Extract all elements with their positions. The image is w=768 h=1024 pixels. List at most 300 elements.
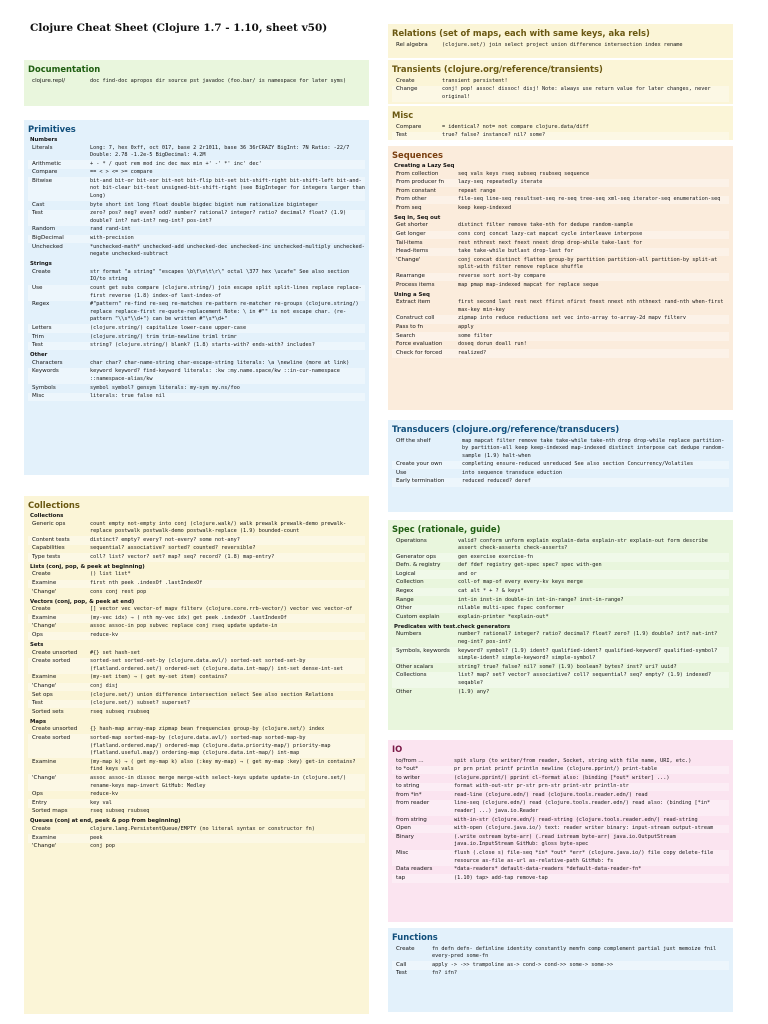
table-row — [392, 231, 729, 240]
row-label: Create — [32, 571, 51, 578]
row-value: line-seq (clojure.edn/) read (clojure.tools.reader.edn/) read also: (binding [*in* reader] ...) java.io.Reader — [454, 800, 714, 815]
table-row — [392, 256, 729, 272]
table-row — [392, 647, 729, 663]
row-label: Head-items — [396, 248, 429, 255]
table-row — [392, 672, 729, 688]
row-value: keyword keyword? find-keyword literals: :kw :my.name.space/kw ::in-cur-namespace ::namespace-alias/kw — [90, 368, 343, 382]
row-value: (clojure.set/) subset? superset? — [90, 700, 190, 707]
row-label: Keywords — [32, 368, 59, 375]
row-value: with-precision — [90, 235, 134, 242]
row-label: Binary — [396, 833, 414, 840]
table-row — [28, 571, 365, 580]
table-row — [392, 825, 729, 834]
row-label: Open — [396, 825, 411, 832]
row-label: From collection — [396, 170, 439, 177]
table-row — [392, 874, 729, 883]
subsection-title: Strings — [30, 261, 52, 268]
row-label: Create unsorted — [32, 649, 78, 656]
row-value: zipmap into reduce reductions set vec into-array to-array-2d mapv filterv — [458, 315, 686, 322]
section-io — [388, 740, 733, 922]
row-label: Examine — [32, 674, 57, 681]
table-row — [28, 658, 365, 674]
row-label: Test — [32, 210, 44, 217]
subsection-title: Seq in, Seq out — [394, 214, 441, 221]
row-value: seq vals keys rseq subseq rsubseq sequence — [458, 170, 590, 177]
table-row — [28, 520, 365, 536]
table-row — [28, 691, 365, 700]
table-row — [28, 169, 365, 178]
row-value: list? map? set? vector? associative? coll? sequential? seq? empty? (1.9) indexed? seqable? — [458, 672, 715, 686]
row-label: Trim — [32, 333, 44, 340]
row-label: from string — [396, 816, 427, 823]
table-row — [392, 774, 729, 783]
row-value: keyword? symbol? (1.9) ident? qualified-ident? qualified-keyword? qualified-symbol? simple-ident? simple-keyword? simple-symbol? — [458, 647, 721, 662]
row-label: Construct coll — [396, 315, 435, 322]
row-label: Sorted sets — [32, 708, 64, 715]
row-value: Long: 7, hex 0xff, oct 017, base 2 2r1011, base 36 36rCRAZY BigInt: 7N Ratio: -22/7 Double: 2.78 -1.2e-5 BigDecimal: 4.2M — [90, 144, 353, 159]
table-row — [28, 268, 365, 284]
row-label: Create your own — [396, 461, 443, 468]
row-label: Generator ops — [396, 553, 437, 560]
table-row — [28, 177, 368, 201]
row-label: Ops — [32, 632, 43, 639]
table-row — [28, 674, 365, 683]
table-row — [392, 123, 729, 132]
row-value: reduce-kv — [90, 791, 119, 798]
table-row — [28, 384, 365, 393]
row-label: clojure.repl/ — [32, 77, 66, 84]
row-value: first second last rest next ffirst nfirst fnext nnext nth nthnext rand-nth when-first max-key min-key — [458, 299, 727, 313]
row-label: Create sorted — [32, 734, 71, 741]
table-row — [392, 187, 729, 196]
row-label: Misc — [32, 393, 45, 400]
row-value: sequential? associative? sorted? counted? reversible? — [90, 545, 256, 552]
table-row — [28, 623, 365, 632]
table-row — [28, 160, 365, 169]
table-row — [28, 235, 365, 244]
row-label: Symbols, keywords — [396, 647, 450, 654]
subsection-title: Numbers — [30, 137, 58, 143]
row-label: 'Change' — [32, 623, 57, 630]
row-value: peek — [90, 834, 103, 841]
row-value: conj! pop! assoc! dissoc! disj! Note: always use return value for later changes, never original! — [442, 86, 714, 100]
table-row — [28, 226, 365, 235]
row-label: 'Change' — [32, 843, 57, 850]
row-value: literals: true false nil — [90, 393, 165, 400]
table-row — [28, 708, 365, 717]
row-label: Create — [32, 606, 51, 613]
row-label: Custom explain — [396, 613, 440, 620]
row-value: map mapcat filter remove take take-while take-nth drop drop-while replace partition-by partition-all keep keep-indexed map-indexed distinct interpose cat dedupe random-sample (1.9) halt-when — [462, 437, 725, 459]
row-label: to/from ... — [396, 757, 424, 764]
row-value: conj pop — [90, 843, 115, 850]
subsection-title: Collections — [30, 513, 64, 519]
row-value: conj concat distinct flatten group-by partition partition-all partition-by split-at split-with filter remove replace shuffle — [458, 256, 721, 271]
table-row — [28, 683, 365, 692]
table-row — [392, 273, 729, 282]
row-value: (1.9) any? — [458, 688, 490, 695]
row-value: str format "a string" "escapes \b\f\n\t\r\" octal \377 hex \ucafe" See also section IO/to string — [90, 268, 353, 283]
row-value: (my-set item) → ( get my-set item) contains? — [90, 674, 228, 681]
table-row — [392, 850, 729, 866]
table-row — [392, 204, 729, 213]
row-value: clojure.lang.PersistentQueue/EMPTY (no literal syntax or constructor fn) — [90, 825, 315, 832]
table-row — [392, 866, 729, 875]
table-row — [392, 86, 729, 102]
row-label: Symbols — [32, 384, 56, 391]
row-label: Set ops — [32, 691, 53, 698]
table-row — [28, 614, 365, 623]
table-row — [28, 333, 365, 342]
row-label: Use — [32, 285, 43, 291]
table-row — [392, 170, 729, 179]
row-label: Ops — [32, 791, 43, 798]
row-value: count empty not-empty into conj (clojure.walk/) walk prewalk prewalk-demo prewalk-replace postwalk postwalk-demo postwalk-replace (1.9) bounded-count — [90, 520, 347, 535]
table-row — [392, 961, 729, 970]
row-value: doseq dorun doall run! — [458, 341, 527, 348]
section-title: Sequences — [392, 150, 443, 160]
table-row — [392, 816, 729, 825]
row-label: from *in* — [396, 791, 422, 798]
table-row — [392, 324, 729, 333]
row-value: cons conj concat lazy-cat mapcat cycle interleave interpose — [458, 231, 643, 238]
section-sequences — [388, 146, 733, 410]
section-primitives — [24, 120, 369, 475]
section-title: Spec (rationale, guide) — [392, 524, 501, 534]
row-label: Generic ops — [32, 520, 66, 527]
row-value: rseq subseq rsubseq — [90, 708, 150, 715]
table-row — [28, 799, 365, 808]
row-value: apply — [458, 324, 474, 330]
row-value: (clojure.string/) capitalize lower-case upper-case — [90, 324, 247, 331]
row-value: explain-printer *explain-out* — [458, 613, 549, 620]
row-value: first nth peek .indexOf .lastIndexOf — [90, 580, 203, 587]
section-collections — [24, 496, 369, 1014]
row-value: format with-out-str pr-str prn-str print-str println-str — [454, 783, 629, 790]
row-label: Arithmetic — [32, 160, 62, 167]
section-title: IO — [392, 744, 403, 754]
table-row — [392, 800, 729, 816]
row-label: Sorted maps — [32, 808, 68, 815]
row-label: Regex — [32, 301, 50, 308]
row-value: with-open (clojure.java.io/) text: reader writer binary: input-stream output-stream — [454, 825, 714, 832]
row-value: rand rand-int — [90, 226, 131, 233]
row-label: BigDecimal — [32, 235, 64, 242]
row-label: Call — [396, 961, 407, 968]
table-row — [392, 605, 729, 614]
table-row — [392, 783, 729, 792]
section-title: Documentation — [28, 64, 101, 74]
row-value: rest nthrest next fnext nnext drop drop-while take-last for — [458, 239, 643, 246]
row-label: Type tests — [32, 553, 61, 560]
table-row — [392, 332, 729, 341]
row-label: Test — [396, 132, 408, 139]
table-row — [392, 222, 729, 231]
row-label: Unchecked — [32, 243, 63, 250]
row-label: Collection — [396, 579, 424, 586]
row-value: (clojure.set/) join select project union difference intersection index rename — [442, 41, 683, 48]
subsection-title: Predicates with test.check generators — [394, 623, 511, 630]
table-row — [28, 210, 365, 226]
subsection-title: Maps — [30, 718, 47, 725]
row-label: Letters — [32, 324, 52, 331]
row-value: symbol symbol? gensym literals: my-sym my.ns/foo — [90, 384, 240, 391]
row-label: Create sorted — [32, 658, 71, 665]
table-row — [392, 945, 729, 961]
table-row — [28, 393, 365, 402]
row-label: Test — [32, 700, 44, 707]
row-value: repeat range — [458, 187, 496, 194]
table-row — [28, 77, 365, 86]
table-row — [28, 700, 365, 709]
row-value: assoc assoc-in pop subvec replace conj rseq update update-in — [90, 623, 278, 630]
row-label: Defn. & registry — [396, 562, 441, 569]
table-row — [392, 478, 729, 487]
row-label: Search — [396, 332, 416, 339]
row-value: byte short int long float double bigdec bigint num rationalize biginteger — [90, 201, 318, 208]
section-transducers — [388, 420, 733, 512]
row-label: Change — [396, 86, 418, 93]
row-value: def fdef registry get-spec spec? spec with-gen — [458, 562, 602, 569]
row-value: true? false? instance? nil? some? — [442, 132, 546, 139]
section-functions — [388, 928, 733, 1012]
row-label: Get longer — [396, 231, 426, 238]
row-value: doc find-doc apropos dir source pst javadoc (foo.bar/ is namespace for later syms) — [90, 77, 347, 84]
row-label: Tail-items — [396, 239, 423, 246]
table-row — [28, 758, 365, 774]
row-value: keep keep-indexed — [458, 204, 512, 211]
row-label: Entry — [32, 799, 47, 806]
section-title: Primitives — [28, 124, 76, 134]
row-label: Rearrange — [396, 273, 425, 280]
row-value: + - * / quot rem mod inc dec max min +' -' *' inc' dec' — [90, 160, 262, 167]
table-row — [392, 663, 729, 672]
subsection-title: Using a Seq — [394, 291, 430, 298]
table-row — [392, 461, 729, 470]
row-value: gen exercise exercise-fn — [458, 553, 533, 560]
row-label: Examine — [32, 758, 57, 765]
row-value: == < > <= >= compare — [90, 169, 153, 176]
section-title: Transients (clojure.org/reference/transients) — [392, 64, 603, 74]
row-label: From constant — [396, 187, 436, 194]
row-value: cat alt * + ? & keys* — [458, 588, 524, 595]
table-row — [28, 791, 365, 800]
row-label: Create unsorted — [32, 726, 78, 733]
row-label: Create — [396, 77, 415, 84]
subsection-title: Vectors (conj, pop, & peek at end) — [30, 598, 135, 605]
subsection-title: Other — [30, 352, 48, 359]
subsection-title: Queues (conj at end, peek & pop from beginning) — [30, 818, 181, 825]
row-value: () list list* — [90, 571, 131, 578]
table-row — [28, 606, 365, 615]
row-value: int-in inst-in double-in int-in-range? inst-in-range? — [458, 596, 624, 603]
row-label: Process items — [396, 281, 435, 288]
row-value: reduce-kv — [90, 632, 119, 639]
table-row — [392, 196, 729, 205]
row-label: from reader — [396, 800, 430, 807]
row-label: Force evaluation — [396, 341, 443, 348]
row-label: Check for forced — [396, 349, 443, 356]
row-value: number? rational? integer? ratio? decimal? float? zero? (1.9) double? int? nat-int? neg-int? pos-int? — [458, 631, 721, 646]
row-label: Rel algebra — [396, 41, 428, 48]
row-label: Use — [396, 469, 407, 476]
table-row — [28, 588, 365, 597]
table-row — [28, 726, 365, 735]
row-label: 'Change' — [396, 256, 421, 263]
row-value: (clojure.string/) trim trim-newline triml trimr — [90, 333, 237, 340]
row-value: apply -> ->> trampoline as-> cond-> cond->> some-> some->> — [432, 961, 614, 968]
page-title: Clojure Cheat Sheet (Clojure 1.7 - 1.10, sheet v50) — [30, 22, 328, 34]
section-title: Collections — [28, 500, 80, 510]
row-label: Compare — [396, 123, 422, 130]
table-row — [28, 201, 365, 210]
table-row — [392, 341, 729, 350]
table-row — [392, 132, 729, 140]
row-value: fn defn defn- definline identity constantly memfn comp complement partial juxt memoize fnil every-pred some-fn — [432, 945, 720, 960]
row-label: Other — [396, 605, 412, 612]
table-row — [28, 536, 365, 545]
subsection-title: Sets — [30, 642, 44, 649]
table-row — [392, 469, 729, 478]
table-row — [392, 437, 729, 461]
row-label: Capabilities — [32, 545, 65, 552]
table-row — [28, 144, 365, 160]
table-row — [28, 342, 365, 351]
table-row — [392, 41, 729, 50]
table-row — [392, 596, 729, 605]
row-value: rseq subseq rsubseq — [90, 808, 150, 815]
row-value: distinct? empty? every? not-every? some not-any? — [90, 536, 240, 543]
row-label: Data readers — [396, 866, 433, 873]
section-misc — [388, 106, 733, 140]
row-value: reduced reduced? deref — [462, 478, 531, 485]
table-row — [28, 243, 365, 259]
row-label: to writer — [396, 774, 420, 781]
table-row — [392, 970, 729, 979]
section-title: Functions — [392, 932, 438, 942]
row-value: distinct filter remove take-nth for dedupe random-sample — [458, 222, 633, 229]
section-spec — [388, 520, 733, 730]
table-row — [28, 808, 365, 817]
row-value: and or — [458, 570, 477, 577]
table-row — [392, 562, 729, 571]
row-label: Pass to fn — [396, 324, 424, 330]
row-value: read-line (clojure.edn/) read (clojure.tools.reader.edn/) read — [454, 791, 648, 798]
row-value: count get subs compare (clojure.string/) join escape split split-lines replace replace-first reverse (1.8) index-of last-index-of — [90, 285, 362, 299]
row-label: 'Change' — [32, 683, 57, 689]
row-label: Off the shelf — [396, 437, 431, 444]
table-row — [392, 570, 729, 579]
table-row — [392, 349, 729, 358]
row-label: Collections — [396, 672, 427, 679]
row-value: nilable multi-spec fspec conformer — [458, 605, 565, 612]
section-title: Misc — [392, 110, 414, 120]
row-label: to *out* — [396, 766, 419, 773]
row-label: Random — [32, 226, 56, 233]
subsection-title: Creating a Lazy Seq — [394, 163, 455, 169]
row-label: Misc — [396, 850, 409, 857]
row-value: string? true? false? nil? some? (1.9) boolean? bytes? inst? uri? uuid? — [458, 663, 677, 670]
row-value: (clojure.pprint/) pprint cl-format also: (binding [*out* writer] ...) — [454, 774, 670, 781]
row-label: Bitwise — [32, 177, 53, 184]
row-value: (1.10) tap> add-tap remove-tap — [454, 874, 548, 881]
section-title: Relations (set of maps, each with same keys, aka rels) — [392, 28, 650, 38]
row-value: realized? — [458, 349, 487, 356]
row-label: Test — [396, 970, 408, 977]
row-label: From other — [396, 196, 427, 203]
table-row — [28, 649, 365, 658]
row-label: Other — [396, 688, 412, 695]
row-value: (my-map k) → ( get my-map k) also (:key my-map) → ( get my-map :key) get-in contains? find keys vals — [90, 758, 359, 773]
table-row — [28, 553, 365, 562]
table-row — [28, 580, 365, 589]
table-row — [28, 843, 365, 852]
table-row — [28, 324, 365, 333]
subsection-title: Lists (conj, pop, & peek at beginning) — [30, 563, 145, 570]
row-value: cons conj rest pop — [90, 588, 147, 595]
table-row — [392, 281, 729, 290]
table-row — [28, 774, 365, 790]
row-label: to string — [396, 783, 420, 790]
table-row — [392, 766, 729, 775]
row-label: Early termination — [396, 478, 445, 485]
table-row — [392, 553, 729, 562]
row-label: From producer fn — [396, 179, 444, 186]
row-value: into sequence transduce eduction — [462, 469, 562, 476]
row-value: string? (clojure.string/) blank? (1.8) starts-with? ends-with? includes? — [90, 342, 315, 349]
row-value: bit-and bit-or bit-xor bit-not bit-flip bit-set bit-shift-right bit-shift-left bit-and-not bit-clear bit-test unsigned-bit-shift-right (see BigInteger for integers larger than Long) — [90, 177, 368, 200]
row-label: Create — [32, 825, 51, 832]
row-value: some filter — [458, 332, 493, 339]
row-label: Test — [32, 342, 44, 349]
row-label: Cast — [32, 201, 45, 208]
row-value: with-in-str (clojure.edn/) read-string (clojure.tools.reader.edn/) read-string — [454, 816, 698, 823]
table-row — [392, 757, 729, 766]
table-row — [28, 734, 365, 758]
table-row — [28, 825, 365, 834]
row-label: Operations — [396, 537, 427, 544]
table-row — [392, 77, 729, 86]
row-value: valid? conform unform explain explain-data explain-str explain-out form describe assert check-asserts check-asserts? — [458, 537, 711, 552]
table-row — [28, 285, 365, 301]
row-value: transient persistent! — [442, 77, 508, 84]
section-relations — [388, 24, 733, 58]
row-value: conj disj — [90, 683, 119, 689]
row-value: [] vector vec vector-of mapv filterv (clojure.core.rrb-vector/) vector vec vector-of — [90, 606, 353, 613]
row-value: key val — [90, 799, 112, 806]
row-label: Extract item — [396, 299, 431, 306]
row-label: Content tests — [32, 536, 70, 543]
table-row — [392, 239, 729, 248]
row-value: reverse sort sort-by compare — [458, 273, 546, 280]
row-label: Create — [396, 945, 415, 952]
table-row — [392, 613, 729, 622]
row-value: spit slurp (to writer/from reader, Socket, string with file name, URI, etc.) — [454, 757, 692, 764]
row-label: Other scalars — [396, 663, 434, 670]
row-value: zero? pos? neg? even? odd? number? rational? integer? ratio? decimal? float? (1.9) double? int? nat-int? neg-int? pos-int? — [90, 210, 350, 224]
row-value: (.write ostream byte-arr) (.read istream byte-arr) java.io.OutputStream java.io.InputStream GitHub: gloss byte-spec — [454, 833, 679, 848]
row-label: tap — [396, 874, 406, 881]
table-row — [392, 588, 729, 597]
row-value: fn? ifn? — [432, 970, 457, 977]
table-row — [28, 632, 365, 641]
row-value: coll? list? vector? set? map? seq? record? (1.8) map-entry? — [90, 553, 275, 560]
row-value: *unchecked-math* unchecked-add unchecked-dec unchecked-inc unchecked-multiply unchecked-negate unchecked-subtract — [90, 243, 365, 258]
row-value: *data-readers* default-data-readers *default-data-reader-fn* — [454, 866, 642, 873]
row-value: map pmap map-indexed mapcat for replace seque — [458, 281, 599, 288]
section-title: Transducers (clojure.org/reference/transducers) — [392, 424, 620, 434]
table-row — [392, 579, 729, 588]
